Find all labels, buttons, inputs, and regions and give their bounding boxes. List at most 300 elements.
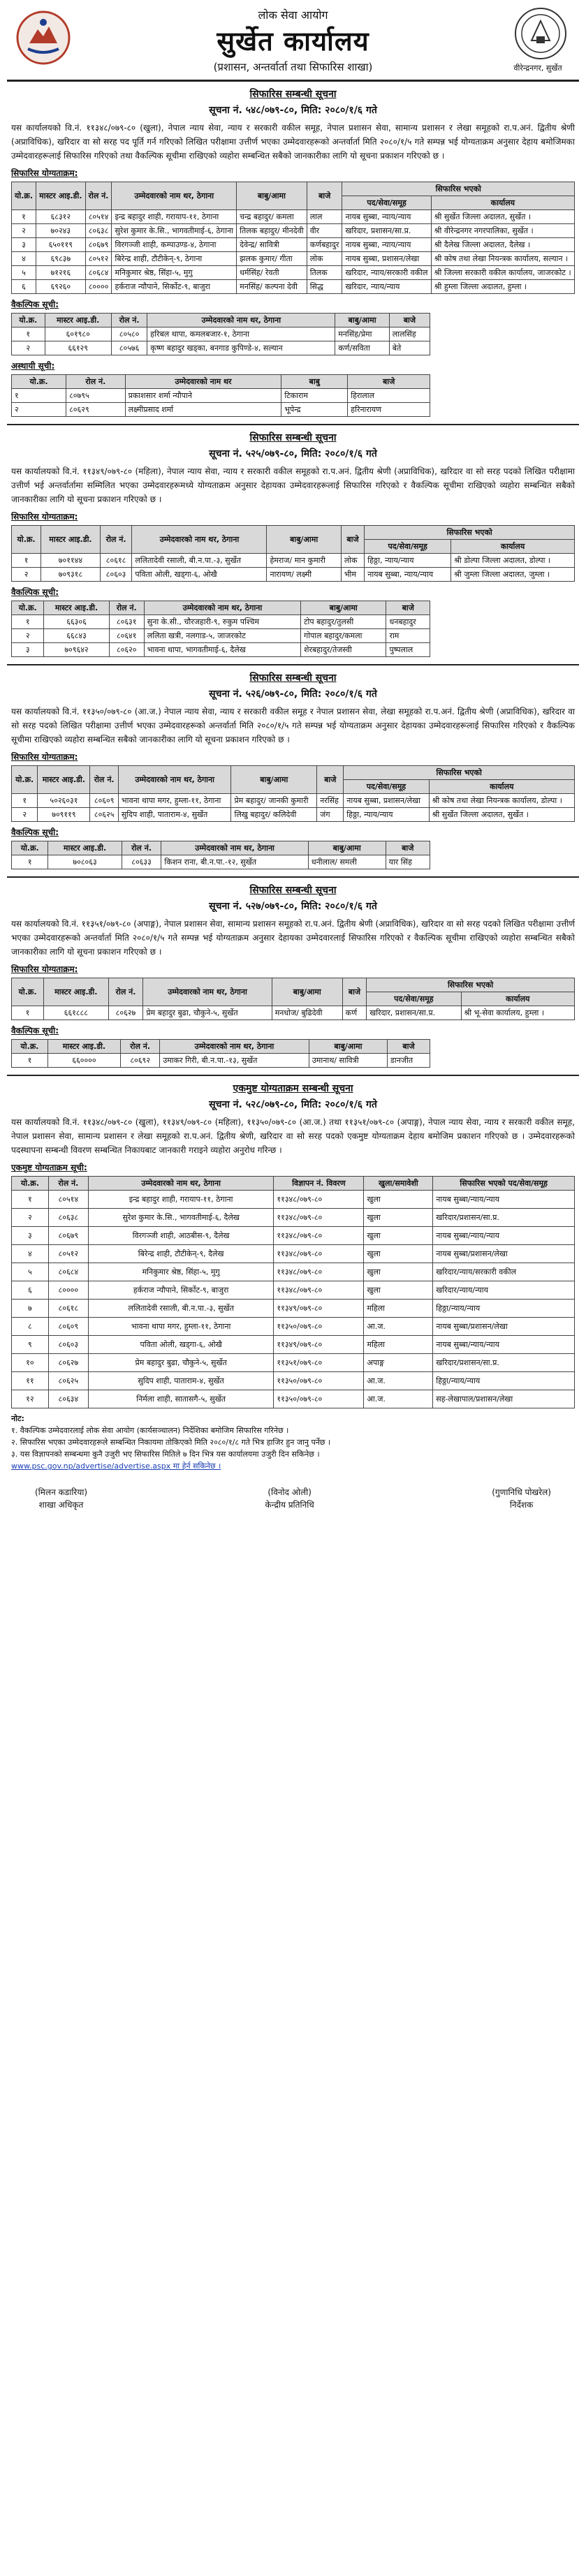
table-cell: ८०६२७ [48,1354,88,1372]
table-cell: हिठ्ठा, न्याय/न्याय [365,554,451,568]
table-cell: ८०६०९ [90,794,118,808]
table-cell: हेमराज/ मान कुमारी [267,554,341,568]
section-title: एकमुष्ट योग्यताक्रम सम्बन्धी सूचना [233,1083,353,1094]
col-rank: यो.क्र. [12,182,36,210]
table-cell: हर्कराज न्यौपाने, सिर्कोट-९, बाजुरा [112,280,237,294]
table-cell: लोक [307,252,342,266]
table-cell: प्रेम बहादुर बुढा, चौकुने-५, सुर्खेत [88,1354,274,1372]
table-cell: कर्ण/सविता [335,341,390,355]
table-cell: लाल [307,210,342,224]
table-row [12,238,575,252]
col-post: पद/सेवा/समूह [342,196,431,210]
signature-block [35,1486,87,1511]
table-row [12,1263,575,1281]
table-cell: श्री वीरेन्द्रनगर नगरपालिका, सुर्खेत । [431,224,574,238]
table-cell: सुरेश कुमार के.सि., भागवतीमाई-६, दैलेख [88,1209,274,1227]
table-cell: ७०८०६३ [48,855,122,869]
table-cell: १ [12,1191,49,1209]
table-cell: १ [12,327,45,341]
signatory-name: (मिलन कडारिया) [35,1487,88,1497]
notice-paragraph: यस कार्यालयको वि.नं. ११३४८/०७९-८० (खुला), ११३४९/०७९-८० (महिला), ११३५०/०७९-८० (आ.ज.) तथा ११३५१/०७९-८० (अपाङ्ग), नेपाल न्याय सेवा, न्याय र सरकारी वकील समूह, नेपाल प्रशासन सेवा, सामान्य प्रशासन र लेखा समूहको रा.प.अनं. द्वितीय श्रेणी, खरिदार वा सो सरह पदको एकमुष्ट योग्यताक्रम देहाय बमोजिम प्रकाशन गरिएको छ । उम्मेदवारहरूको पदस्थापना सम्बन्धी विवरण सम्बन्धित निकायबाट जानकारी गराइने व्यहोरा अनुरोध गरिन्छ । [11,1117,575,1155]
table-cell: ४ [12,1245,49,1263]
merit-list-heading: सिफारिस योग्यताक्रम: [11,168,78,178]
table-cell: २ [12,341,45,355]
branch-name: (प्रशासन, अन्तर्वार्ता तथा सिफारिस शाखा) [213,61,373,73]
table-row [12,1390,575,1408]
table-cell: ललितादेवी रसाली, बी.न.पा.-३, सुर्खेत [132,554,267,568]
table-cell: ८०६०३ [48,1336,88,1354]
table-cell: श्री कोष तथा लेखा नियन्त्रक कार्यालय, डोल्पा । [429,794,574,808]
table-cell: ८०७९५ [66,389,125,403]
notice-section-4 [7,883,579,1068]
col-grandfather: बाजे [389,314,430,327]
table-cell: २ [12,403,66,417]
table-cell: नरसिंह [317,794,344,808]
table-cell: पविता ओली, खड्गा-६, ओखै [88,1336,274,1354]
table-cell: ६६०००० [47,1054,120,1068]
table-cell: सुरेश कुमार के.सि., भागवतीमाई-६, ठेगाना [112,224,237,238]
table-cell: ८०५१२ [48,1245,88,1263]
table-cell: सुदिप शाही, पाताराम-४, सुर्खेत [118,808,231,822]
table-cell: ५०२६०३१ [38,794,90,808]
table-cell: धनीलाल/ समली [308,855,386,869]
notice-section-2 [7,431,579,657]
table-cell: खुला [364,1209,433,1227]
table-row [12,389,430,403]
table-cell: नारायण/ लक्ष्मी [267,568,341,582]
merit-table [11,525,575,582]
table-cell: ललिता खत्री, नलगाड-५, जाजरकोट [144,629,300,643]
table-cell: ११३४८/०७९-८० [274,1227,364,1245]
notice-number: सूचना नं. ५२७/०७९-८०, मिति: २०८०/१/६ गते [209,901,377,912]
table-cell: खुला [364,1263,433,1281]
page-header [7,4,579,82]
table-cell: ८०६३८ [48,1209,88,1227]
table-cell: ३ [12,1227,49,1245]
table-cell: इन्द्र बहादुर शाही, गरायाप-११, ठेगाना [88,1191,274,1209]
table-cell: ८०६२७ [108,1006,143,1020]
notice-section-3 [7,671,579,869]
table-row [12,554,575,568]
note-item: २. सिफारिस भएका उम्मेदवारहरूले सम्बन्धित निकायमा तोकिएको मिति २०८०/१/८ गते भित्र हाजिर हुन जानु पर्नेछ । [11,1438,331,1447]
notice-number: सूचना नं. ५२८/०७९-८०, मिति: २०८०/१/६ गते [209,1099,377,1110]
col-parents: बाबु/आमा [237,182,307,210]
table-cell: २ [12,568,41,582]
col-name: उम्मेदवारको नाम थर, ठेगाना [161,841,308,855]
table-row [12,1281,575,1300]
col-post: पद/सेवा/समूह [344,780,429,794]
table-cell: ११३५१/०७९-८० [274,1354,364,1372]
col-recommended-group: सिफारिस भएको [367,978,575,992]
table-cell: ७ [12,1300,49,1318]
table-cell: पविता ओली, खड्गा-६, ओखै [132,568,267,582]
org-name: लोक सेवा आयोग [258,8,328,22]
col-name: उम्मेदवारको नाम थर, ठेगाना [132,526,267,554]
note-link[interactable]: www.psc.gov.np/advertise/advertise.aspx मा हेर्न सकिनेछ । [11,1462,221,1471]
table-cell: १ [12,1006,44,1020]
table-cell: आ.ज. [364,1372,433,1390]
table-cell: १ [12,389,66,403]
col-master-id: मास्टर आइ.डी. [38,766,90,794]
table-cell: ७०११४४ [41,554,101,568]
table-row [12,615,430,629]
table-cell: ८०५१२ [85,252,112,266]
merit-table [11,182,575,294]
table-cell: लोक [341,554,364,568]
col-rank: यो.क्र. [12,526,41,554]
table-cell: मनसिंह/प्रेमा [335,327,390,341]
column-header: बाबु [281,375,348,389]
col-rank: यो.क्र. [12,1040,48,1054]
table-cell: १० [12,1354,49,1372]
col-rank: यो.क्र. [12,978,44,1006]
col-post: पद/सेवा/समूह [367,992,461,1006]
table-cell: हिठ्ठा/न्याय/न्याय [433,1372,575,1390]
merit-table [11,978,575,1020]
table-cell: ८०६८४ [48,1263,88,1281]
table-cell: ८०००० [85,280,112,294]
table-cell: ८०५१४ [85,210,112,224]
table-row [12,855,430,869]
table-cell: ३ [12,238,36,252]
col-roll: रोल नं. [85,182,112,210]
table-cell: वीर [307,224,342,238]
table-cell: ८०६१८ [100,554,132,568]
col-parents: बाबु/आमा [272,978,342,1006]
table-row [12,1227,575,1245]
column-header: रोल नं. [66,375,125,389]
table-cell: हिठ्ठा, न्याय/न्याय [344,808,429,822]
notice-number: सूचना नं. ५२५/०७९-८०, मिति: २०८०/१/६ गते [209,448,377,459]
col-office: कार्यालय [429,780,574,794]
merit-list-heading: सिफारिस योग्यताक्रम: [11,512,78,522]
table-cell: ११३५०/०७९-८० [274,1390,364,1408]
table-cell: ८०६९२ [121,1054,160,1068]
section-title: सिफारिस सम्बन्धी सूचना [249,89,337,100]
table-cell: ८०५८० [111,327,147,341]
table-cell: ८०६८४ [85,266,112,280]
notice-paragraph: यस कार्यालयको वि.नं. ११३५१/०७९-८० (अपाङ्ग), नेपाल प्रशासन सेवा, सामान्य प्रशासन समूहको रा.प.अनं. द्वितीय श्रेणी (अप्राविधिक), खरिदार वा सो सरह पदको लिखित परीक्षामा उत्तीर्ण भएका उम्मेदवारहरूको अन्तर्वार्ता मिति २०८०/१/५ गते सम्पन्न भई योग्यताक्रम अनुसार देहायका उम्मेदवारलाई सिफारिस गरिएको र वैकल्पिक सूचीमा राखिएको व्यहोरा सम्बन्धित सबैको जानकारीका लागि यो सूचना प्रकाशन गरिएको छ । [11,919,575,957]
table-cell: ८०५१४ [48,1191,88,1209]
column-header: बाजे [348,375,430,389]
table-cell: नायब सुब्बा, न्याय/न्याय [342,210,431,224]
signatory-name: (गुणानिधि पोखरेल) [492,1487,551,1497]
table-cell: १ [12,855,48,869]
section-title: सिफारिस सम्बन्धी सूचना [249,432,337,443]
signatory-role: निर्देशक [509,1500,534,1510]
table-cell: भूपेन्द्र [281,403,348,417]
table-cell: ८ [12,1318,49,1336]
col-parents: बाबु/आमा [309,1040,387,1054]
table-cell: ६६१८८८ [44,1006,108,1020]
column-header: उम्मेदवारको नाम थर, ठेगाना [144,601,300,615]
table-cell: शेरबहादुर/तेजस्वी [301,643,386,657]
table-row [12,1191,575,1209]
section-title: सिफारिस सम्बन्धी सूचना [249,885,337,896]
table-cell: ११३४८/०७९-८० [274,1209,364,1227]
column-header: उम्मेदवारको नाम थर [125,375,281,389]
table-cell: ११३४९/०७९-८० [274,1336,364,1354]
col-roll: रोल नं. [108,978,143,1006]
col-roll: रोल नं. [100,526,132,554]
table-row [12,1372,575,1390]
col-rank: यो.क्र. [12,841,48,855]
table-cell: ७०२४३ [36,224,85,238]
table-cell: अपाङ्ग [364,1354,433,1372]
column-header: उम्मेदवारको नाम थर, ठेगाना [88,1177,274,1191]
table-cell: २ [12,629,44,643]
col-recommended-group: सिफारिस भएको [365,526,575,540]
table-cell: भावना थापा, भागवतीमाई-६, दैलेख [144,643,300,657]
table-row [12,1054,430,1068]
col-parents: बाबु/आमा [231,766,317,794]
col-name: उम्मेदवारको नाम थर, ठेगाना [147,314,335,327]
notice-number: सूचना नं. ५४८/०७९-८०, मिति: २०८०/१/६ गते [209,105,377,116]
table-cell: ११३४८/०७९-८० [274,1191,364,1209]
merit-list-heading: सिफारिस योग्यताक्रम: [11,964,78,974]
col-roll: रोल नं. [122,841,161,855]
notice-paragraph: यस कार्यालयको वि.नं. ११३५०/०७९-८० (आ.ज.) नेपाल न्याय सेवा, न्याय र सरकारी वकील समूह र नेपाल प्रशासन सेवा, लेखा समूहको रा.प.अनं. द्वितीय श्रेणी (अप्राविधिक), खरिदार वा सो सरह पदको लिखित परीक्षामा उत्तीर्ण भएका उम्मेदवारहरूको अन्तर्वार्ता मिति २०८०/१/५ गते सम्पन्न भई योग्यताक्रम अनुसार देहायका उम्मेदवारहरूलाई सिफारिस गरिएको र वैकल्पिक सूचीमा राखिएको व्यहोरा सम्बन्धित सबैको जानकारीका लागि यो सूचना प्रकाशन गरिएको छ । [11,707,575,744]
table-cell: ६०१९८० [45,327,111,341]
table-cell: ११३५०/०७९-८० [274,1318,364,1336]
psc-emblem-icon [511,6,571,61]
table-cell: देवेन्द्र/ सावित्री [237,238,307,252]
table-cell: कृष्ण बहादुर खड्का, बनगाड कुपिण्डे-४, सल्यान [147,341,335,355]
section-divider [7,664,579,665]
table-row [12,1209,575,1227]
table-row [12,629,430,643]
table-cell: खरिदार, प्रशासन/सा.प्र. [367,1006,461,1020]
signatory-role: केन्द्रीय प्रतिनिधि [265,1500,314,1510]
col-office: कार्यालय [431,196,574,210]
table-cell: पुष्पलाल [386,643,430,657]
table-cell: सह-लेखापाल/प्रशासन/लेखा [433,1390,575,1408]
notes-heading: नोट: [11,1414,24,1423]
table-cell: श्री दैलेख जिल्ला अदालत, दैलेख । [431,238,574,252]
table-cell: प्रकाशसार शर्मा न्यौपाने [125,389,281,403]
table-cell: ८०००० [48,1281,88,1300]
table-cell: इन्द्र बहादुर शाही, गरायाप-११, ठेगाना [112,210,237,224]
table-cell: नायब सुब्बा, न्याय/न्याय [342,238,431,252]
col-roll: रोल नं. [121,1040,160,1054]
table-cell: ७०९६४२ [44,643,109,657]
table-cell: ८०६७९ [85,238,112,252]
table-cell: २ [12,1209,49,1227]
table-cell: ७०९११९ [38,808,90,822]
notice-paragraph: यस कार्यालयको वि.नं. ११३४८/०७९-८० (खुला), नेपाल न्याय सेवा, न्याय र सरकारी वकील समूह, नेपाल प्रशासन सेवा, सामान्य प्रशासन र लेखा समूहको रा.प.अनं. द्वितीय श्रेणी (अप्राविधिक), खरिदार वा सो सरह पद पूर्ति गर्न गरिएको लिखित परीक्षामा उत्तीर्ण भएका उम्मेदवारहरूको अन्तर्वार्ता मिति २०८०/१/५ गते सम्पन्न भई योग्यताक्रम अनुसार देहाय बमोजिमका उम्मेदवारहरूलाई सिफारिस गरिएको तथा वैकल्पिक सूचीमा राखिएको व्यहोरा सम्बन्धित सबैको जानकारीका लागि यो सूचना प्रकाशन गरिएको छ । [11,123,575,161]
table-cell: तिलक [307,266,342,280]
table-cell: हरिबल थापा, कमलबजार-१, ठेगाना [147,327,335,341]
table-row [12,794,575,808]
table-cell: श्री कोष तथा लेखा नियन्त्रक कार्यालय, सल्यान । [431,252,574,266]
col-roll: रोल नं. [90,766,118,794]
table-row [12,643,430,657]
alternate-list-heading: वैकल्पिक सूची: [11,1026,59,1036]
section-divider [7,424,579,425]
column-header: सिफारिस भएको पद/सेवा/समूह [433,1177,575,1191]
col-master-id: मास्टर आइ.डी. [48,841,122,855]
table-cell: ८०६४१ [109,629,144,643]
table-cell: ३ [12,643,44,657]
merit-table [11,765,575,822]
table-cell: ६६३०६ [44,615,109,629]
table-cell: बिरेन्द्र शाही, टौटीकेन्-९, ठेगाना [112,252,237,266]
table-cell: १ [12,615,44,629]
section-divider [7,876,579,878]
table-cell: मनिकुमार श्रेष्ठ, सिंहा-५, मुगु [112,266,237,280]
table-cell: मनिकुमार श्रेष्ठ, सिंहा-५, मुगु [88,1263,274,1281]
table-cell: ११३४८/०७९-८० [274,1281,364,1300]
table-cell: मनसिंह/ कल्पना देवी [237,280,307,294]
table-cell: ११३४९/०७९-८० [274,1300,364,1318]
table-cell: ८०६३८ [85,224,112,238]
note-item: १. वैकल्पिक उम्मेदवारलाई लोक सेवा आयोग (कार्यसञ्चालन) निर्देशिका बमोजिम सिफारिस गरिनेछ । [11,1426,289,1435]
table-cell: नायब सुब्बा, प्रशासन/लेखा [344,794,429,808]
notice-paragraph: यस कार्यालयको वि.नं. ११३४९/०७९-८० (महिला), नेपाल न्याय सेवा, न्याय र सरकारी वकील समूहको रा.प.अनं. द्वितीय श्रेणी (अप्राविधिक), खरिदार वा सो सरह पदको लिखित परीक्षामा उत्तीर्ण भई अन्तर्वार्तामा सम्मिलित भएका उम्मेदवारहरूमध्ये योग्यताक्रम अनुसार देहायका उम्मेदवारहरूलाई सिफारिस गरिएको र वैकल्पिक सूचीमा राखिएको व्यहोरा सम्बन्धित सबैको जानकारीका लागि यो सूचना प्रकाशन गरिएको छ । [11,466,575,504]
table-row [12,1006,575,1020]
table-cell: ६९२६० [36,280,85,294]
table-cell: ८०६७९ [48,1227,88,1245]
table-cell: उमानाथ/ सावित्री [309,1054,387,1068]
col-parents: बाबु/आमा [267,526,341,554]
table-cell: श्री जुम्ला जिल्ला अदालत, जुम्ला । [451,568,575,582]
table-cell: चन्द्र बहादुर/ कमला [237,210,307,224]
table-cell: १२ [12,1390,49,1408]
table-row [12,1336,575,1354]
note-item: ३. यस विज्ञापनको सम्बन्धमा कुनै उजुरी भए सिफारिस मितिले ७ दिन भित्र यस कार्यालयमा उजुरी दिन सकिनेछ । [11,1450,320,1459]
table-cell: डानजीत [388,1054,430,1068]
table-cell: ५ [12,266,36,280]
col-parents: बाबु/आमा [308,841,386,855]
col-post: पद/सेवा/समूह [365,540,451,554]
col-grandfather: बाजे [388,1040,430,1054]
table-row [12,210,575,224]
table-row [12,252,575,266]
col-office: कार्यालय [461,992,574,1006]
table-cell: खरिदार/न्याय/न्याय [433,1281,575,1300]
table-cell: हिठ्ठा/न्याय/न्याय [433,1300,575,1318]
table-cell: खरिदार/प्रशासन/सा.प्र. [433,1354,575,1372]
notes-block [11,1413,575,1472]
table-row [12,1354,575,1372]
table-cell: महिला [364,1300,433,1318]
table-cell: टोप बहादुर/तुलसी [301,615,386,629]
table-cell: ६६८४३ [44,629,109,643]
col-grandfather: बाजे [307,182,342,210]
table-cell: खरिदार/न्याय/सरकारी वकील [433,1263,575,1281]
table-cell: श्री सुर्खेत जिल्ला अदालत, सुर्खेत । [431,210,574,224]
table-cell: श्री जिल्ला सरकारी वकील कार्यालय, जाजरकोट । [431,266,574,280]
table-row [12,341,430,355]
table-cell: कर्णबहादुर [307,238,342,252]
table-cell: यार सिंह [386,855,430,869]
table-cell: ८०६०९ [48,1318,88,1336]
col-grandfather: बाजे [342,978,367,1006]
emblem-caption: वीरेन्द्रनगर, सुर्खेत [513,64,562,73]
table-cell: ११ [12,1372,49,1390]
alternate-list-heading: वैकल्पिक सूची: [11,300,59,309]
table-cell: ८०५७६ [111,341,147,355]
table-cell: श्री डोल्पा जिल्ला अदालत, डोल्पा । [451,554,575,568]
table-cell: खुला [364,1245,433,1263]
table-cell: महिला [364,1336,433,1354]
table-cell: ललितादेवी रसाली, बी.न.पा.-३, सुर्खेत [88,1300,274,1318]
section-title: सिफारिस सम्बन्धी सूचना [249,672,337,684]
office-title: सुर्खेत कार्यालय [217,25,369,57]
table-cell: सुदिप शाही, पाताराम-४, सुर्खेत [88,1372,274,1390]
table-cell: खुला [364,1281,433,1300]
column-header: विज्ञापन नं. विवरण [274,1177,364,1191]
table-cell: भावना थापा मगर, हुम्ला-११, ठेगाना [118,794,231,808]
column-header: यो.क्र. [12,375,66,389]
col-office: कार्यालय [451,540,575,554]
table-cell: श्री भू-सेवा कार्यालय, हुम्ला । [461,1006,574,1020]
col-recommended-group: सिफारिस भएको [342,182,575,196]
table-row [12,1318,575,1336]
col-rank: यो.क्र. [12,314,45,327]
alternate-table [11,601,430,657]
table-cell: ८०६२५ [48,1372,88,1390]
table-cell: लक्ष्मीप्रसाद शर्मा [125,403,281,417]
col-master-id: मास्टर आइ.डी. [41,526,101,554]
table-cell: जंग [317,808,344,822]
table-cell: लिखु बहादुर/ कलिदेवी [231,808,317,822]
column-header: मास्टर आइ.डी. [44,601,109,615]
column-header: बाजे [386,601,430,615]
table-cell: टिकाराम [281,389,348,403]
table-cell: किशन राना, बी.न.पा.-१२, सुर्खेत [161,855,308,869]
table-cell: श्री सुर्खेत जिल्ला अदालत, सुर्खेत । [429,808,574,822]
table-cell: ५ [12,1263,49,1281]
combined-list-heading: एकमुष्ट योग्यताक्रम सूची: [11,1163,87,1172]
table-row [12,224,575,238]
table-row [12,280,575,294]
table-row [12,403,430,417]
col-grandfather: बाजे [341,526,364,554]
table-cell: नायब सुब्बा/न्याय/न्याय [433,1227,575,1245]
alternate-table [11,1039,430,1068]
table-cell: २ [12,224,36,238]
table-cell: ६६१२९ [45,341,111,355]
col-recommended-group: सिफारिस भएको [344,766,575,780]
table-cell: आ.ज. [364,1390,433,1408]
table-cell: १ [12,794,38,808]
notice-section-5 [7,1082,579,1408]
table-cell: ११३४८/०७९-८० [274,1245,364,1263]
signatory-name: (विनोद ओली) [268,1487,312,1497]
alternate-list-heading: वैकल्पिक सूची: [11,587,59,597]
table-cell: नायब सुब्बा/न्याय/न्याय [433,1336,575,1354]
col-roll: रोल नं. [111,314,147,327]
table-cell: श्री हुम्ला जिल्ला अदालत, हुम्ला । [431,280,574,294]
merit-list-heading: सिफारिस योग्यताक्रम: [11,752,78,762]
table-cell: बेते [389,341,430,355]
col-grandfather: बाजे [386,841,430,855]
column-header: बाबु/आमा [301,601,386,615]
col-master-id: मास्टर आइ.डी. [44,978,108,1006]
notice-section-1 [7,87,579,417]
alternate-table [11,841,430,869]
table-cell: ८०६१८ [48,1300,88,1318]
column-header: रोल नं. [109,601,144,615]
table-cell: आ.ज. [364,1318,433,1336]
col-rank: यो.क्र. [12,766,38,794]
table-row [12,327,430,341]
table-cell: उमाकर गिरी, बी.न.पा.-१३, सुर्खेत [160,1054,309,1068]
signature-row [35,1486,551,1511]
table-cell: ८०६३१ [109,615,144,629]
table-cell: सिद्ध [307,280,342,294]
